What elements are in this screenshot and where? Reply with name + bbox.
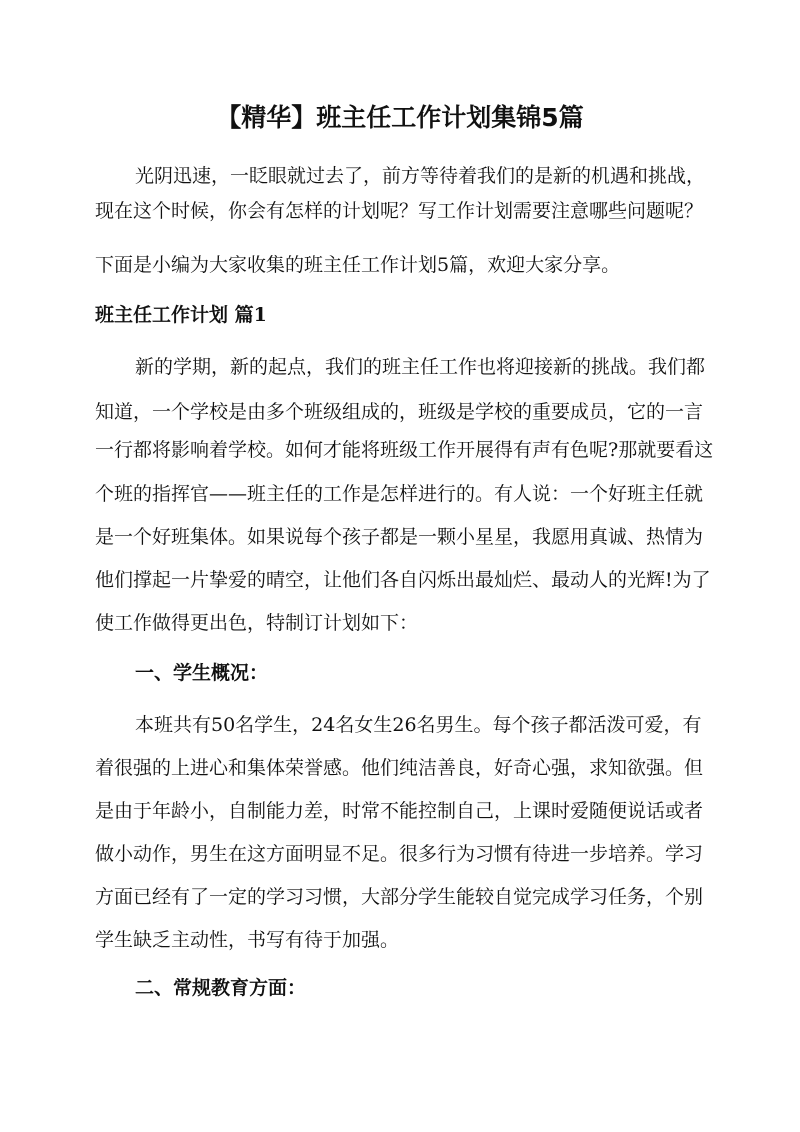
para-2-line-5: 方面已经有了一定的学习习惯，大部分学生能较自觉完成学习任务，个别 <box>95 886 704 908</box>
para-1-line-3: 一行都将影响着学校。如何才能将班级工作开展得有声有色呢?那就要看这 <box>95 439 714 461</box>
para-1-line-2: 知道，一个学校是由多个班级组成的，班级是学校的重要成员，它的一言 <box>95 401 704 423</box>
para-1-line-6: 他们撑起一片挚爱的晴空，让他们各自闪烁出最灿烂、最动人的光辉!为了 <box>95 569 711 591</box>
para-1-line-5: 是一个好班集体。如果说每个孩子都是一颗小星星，我愿用真诚、热情为 <box>95 526 704 548</box>
para-1-line-4: 个班的指挥官——班主任的工作是怎样进行的。有人说：一个好班主任就 <box>95 483 704 505</box>
intro-line-1: 光阴迅速，一眨眼就过去了，前方等待着我们的是新的机遇和挑战， <box>135 165 706 187</box>
para-2-line-1: 本班共有50名学生，24名女生26名男生。每个孩子都活泼可爱，有 <box>135 714 702 736</box>
para-2-line-3: 是由于年龄小，自制能力差，时常不能控制自己，上课时爱随便说话或者 <box>95 800 704 822</box>
document-title: 【精华】班主任工作计划集锦5篇 <box>216 103 584 132</box>
para-2-line-2: 着很强的上进心和集体荣誉感。他们纯洁善良，好奇心强，求知欲强。但 <box>95 757 704 779</box>
section-1-title: 班主任工作计划 篇1 <box>95 304 267 326</box>
para-2-line-4: 做小动作，男生在这方面明显不足。很多行为习惯有待进一步培养。学习 <box>95 843 704 865</box>
heading-routine-education: 二、常规教育方面： <box>135 977 307 999</box>
heading-student-overview: 一、学生概况： <box>135 662 269 684</box>
para-2-line-6: 学生缺乏主动性，书写有待于加强。 <box>95 929 400 951</box>
intro-line-2: 现在这个时候，你会有怎样的计划呢？写工作计划需要注意哪些问题呢？ <box>95 200 704 222</box>
para-1-line-1: 新的学期，新的起点，我们的班主任工作也将迎接新的挑战。我们都 <box>135 356 706 378</box>
intro-line-3: 下面是小编为大家收集的班主任工作计划5篇，欢迎大家分享。 <box>95 254 621 276</box>
para-1-line-7: 使工作做得更出色，特制订计划如下： <box>95 612 419 634</box>
